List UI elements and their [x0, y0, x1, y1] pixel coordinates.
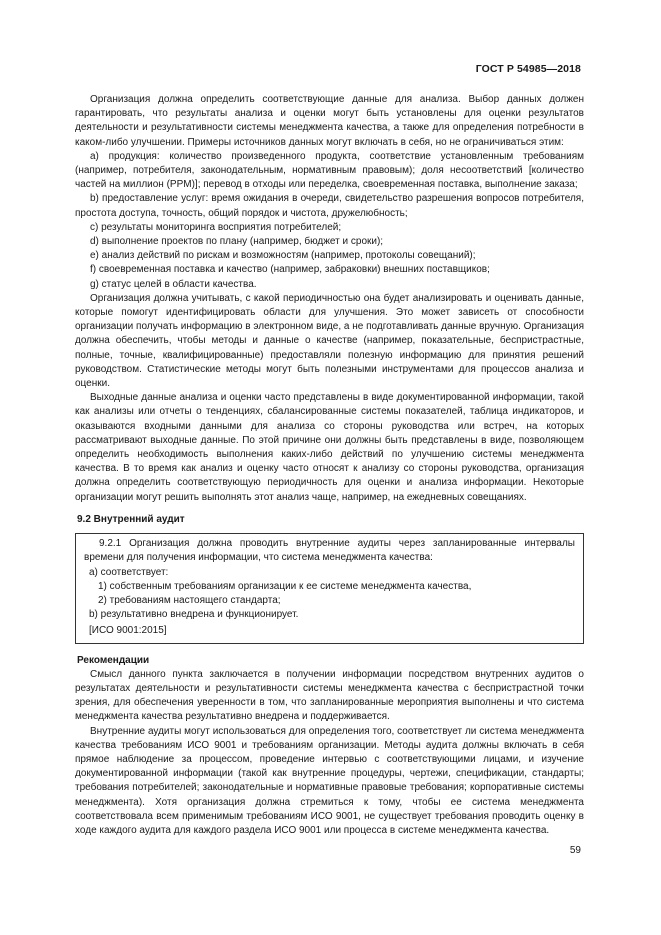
- document-code: ГОСТ Р 54985—2018: [475, 63, 581, 75]
- iso-item-a: a) соответствует:: [89, 566, 169, 578]
- intro-paragraph: Организация должна определить соответствующие данные для анализа. Выбор данных должен гарантировать, что результаты анализа и оценки могут быть установлены для оценки результатов деятельности и результативности системы менеджмента качества, а также для определения потребности в каком-либо улучшении. Примеры источников данных могут включать в себя, но не ограничиваться этим:: [75, 94, 584, 148]
- page-content: [75, 93, 584, 838]
- list-item: d) выполнение проектов по плану (например, бюджет и сроки);: [90, 236, 384, 248]
- list-item: b) предоставление услуг: время ожидания в очереди, свидетельство разрешения вопросов потребителя, простота доступа, точность, общий порядок и чистота, дружелюбность;: [75, 193, 584, 219]
- recommendations-paragraph: Внутренние аудиты могут использоваться для определения того, соответствует ли система менеджмента качества требованиям ИСО 9001 и требованиям организации. Методы аудита должны включать в себя прямое наблюдение за процессом, проведение интервью с соответствующими лицами, и изучение документированной информации (такой как внутренние процедуры, чертежи, спецификации, стандарты; требования потребителей; законодательные и нормативные правовые требования; корпоративные системы менеджмента). Хотя организация должна стремиться к тому, чтобы ее система менеджмента соответствовала всем применимым требованиям ИСО 9001, не существует требования проводить оценку в ходе каждого аудита для каждого раздела ИСО 9001 или процесса в системе менеджмента качества.: [75, 725, 584, 836]
- list-item: c) результаты мониторинга восприятия потребителей;: [90, 221, 342, 233]
- recommendations-heading: Рекомендации: [77, 654, 150, 666]
- recommendations-paragraph: Смысл данного пункта заключается в получении информации посредством внутренних аудитов о результатах деятельности и результативности системы менеджмента качества с беспристрастной точки зрения, для обеспечения уверенности в том, что запланированные мероприятия выполнены и что система менеджмента качества результативно внедрена и поддерживается.: [75, 668, 584, 723]
- iso-clause-text: 9.2.1 Организация должна проводить внутренние аудиты через запланированные интервалы времени для получения информации, что система менеджмента качества:: [84, 538, 575, 564]
- section-heading: 9.2 Внутренний аудит: [77, 513, 185, 525]
- iso-item-b: b) результативно внедрена и функционирует.: [89, 609, 299, 621]
- list-item: a) продукция: количество произведенного продукта, соответствие установленным требованиям (например, потребителя, законодательным, нормативным правовым); доля несоответствий [количество частей на миллион (PPM)]; перевод в отходы или переделка, своевременная поставка, выполнение заказа;: [75, 150, 584, 191]
- iso-item-a2: 2) требованиям настоящего стандарта;: [98, 594, 281, 606]
- outputs-paragraph: Выходные данные анализа и оценки часто представлены в виде документированной информации, такой как анализы или отчеты о тенденциях, сбалансированные системы показателей, таблица индикаторов, и оказываются входными данными для анализа со стороны руководства или встреч, на которых рассматривают выходные данные. По этой причине они должны быть представлены в виде, позволяющем определить необходимость выполнения каких-либо действий по улучшению системы менеджмента качества. В то время как анализ и оценку часто относят к анализу со стороны руководства, организация должна определить соответствующую периодичность для оценки и анализа информации. Некоторые организации могут решить выполнять этот анализ чаще, например, на ежедневных совещаниях.: [75, 392, 584, 503]
- list-item: f) своевременная поставка и качество (например, забраковки) внешних поставщиков;: [90, 264, 490, 276]
- page-number: 59: [569, 845, 581, 856]
- list-item: g) статус целей в области качества.: [90, 278, 257, 290]
- iso-quote-box: [75, 533, 584, 643]
- data-sources-list: [75, 150, 584, 292]
- iso-item-a1: 1) собственным требованиям организации к ее системе менеджмента качества,: [98, 580, 472, 592]
- periodicity-paragraph: Организация должна учитывать, с какой периодичностью она будет анализировать и оценивать данные, которые помогут идентифицировать области для улучшения. Это может зависеть от способности организации получать информацию в электронном виде, а не подготавливать данные вручную. Организация должна обеспечить, чтобы методы и данные о качестве (например, показательные, беспристрастные, полные, точные, квалифицированные) предоставляли полезную информацию для принятия решений руководством. Статистические методы могут быть полезными инструментами для процессов анализа и оценки.: [75, 292, 584, 390]
- list-item: e) анализ действий по рискам и возможностям (например, протоколы совещаний);: [90, 250, 476, 262]
- iso-source-reference: [ИСО 9001:2015]: [89, 625, 167, 637]
